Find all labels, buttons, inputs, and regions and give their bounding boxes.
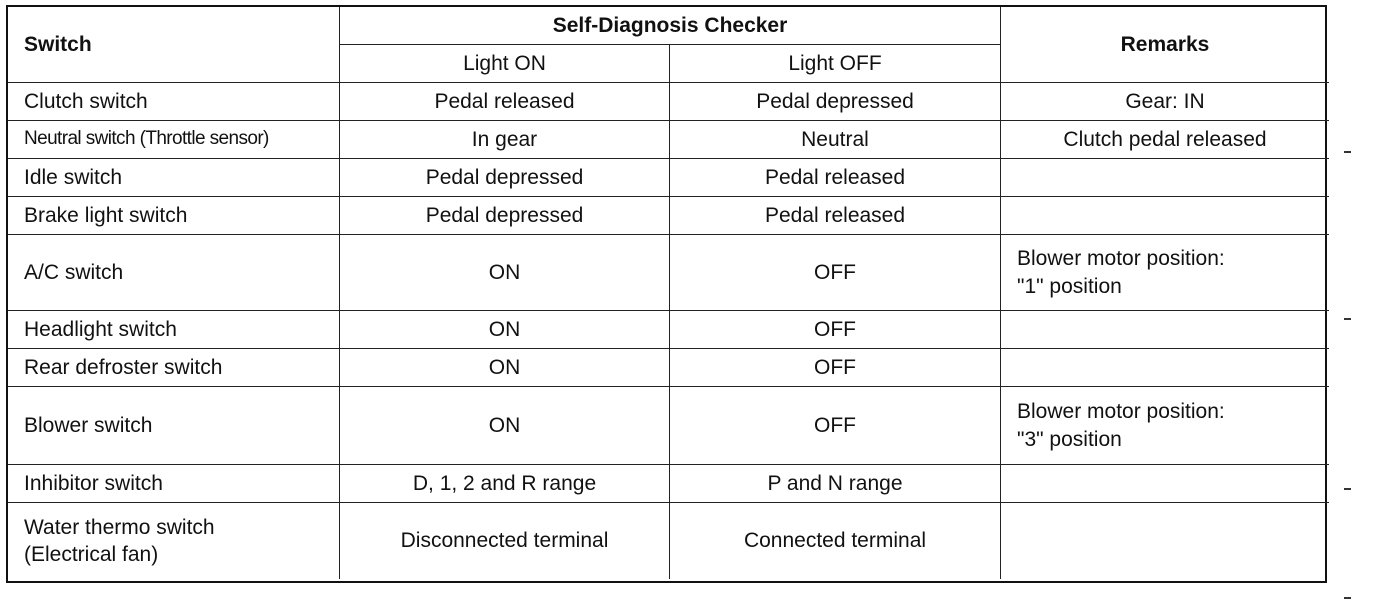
row-light-off: Connected terminal	[670, 503, 1001, 579]
row-remarks	[1001, 465, 1329, 503]
row-remarks	[1001, 503, 1329, 579]
margin-tick	[1344, 488, 1351, 490]
remark-line: "3" position	[1017, 427, 1122, 451]
row-switch-name: A/C switch	[8, 235, 340, 311]
header-light-off: Light OFF	[670, 45, 1001, 83]
switch-diagnosis-table	[6, 5, 1327, 583]
switch-name-line: Water thermo switch	[24, 515, 215, 539]
row-switch-name: Inhibitor switch	[8, 465, 340, 503]
margin-tick	[1344, 318, 1351, 320]
row-remarks	[1001, 387, 1329, 465]
header-switch: Switch	[8, 7, 340, 83]
row-remarks: Clutch pedal released	[1001, 121, 1329, 159]
row-switch-name: Blower switch	[8, 387, 340, 465]
remark-line: Blower motor position:	[1017, 247, 1225, 271]
row-light-on: Disconnected terminal	[340, 503, 670, 579]
row-switch-name: Clutch switch	[8, 83, 340, 121]
row-switch-name: Headlight switch	[8, 311, 340, 349]
row-switch-name: Neutral switch (Throttle sensor)	[8, 121, 340, 159]
row-switch-name	[8, 503, 340, 579]
row-switch-name: Idle switch	[8, 159, 340, 197]
row-light-off: OFF	[670, 349, 1001, 387]
row-light-off: Neutral	[670, 121, 1001, 159]
row-light-on: ON	[340, 387, 670, 465]
row-light-on: Pedal depressed	[340, 159, 670, 197]
row-light-on: In gear	[340, 121, 670, 159]
row-light-off: OFF	[670, 311, 1001, 349]
margin-tick	[1344, 151, 1351, 153]
row-remarks	[1001, 159, 1329, 197]
header-remarks: Remarks	[1001, 7, 1329, 83]
row-remarks	[1001, 349, 1329, 387]
row-light-on: Pedal depressed	[340, 197, 670, 235]
row-switch-name: Brake light switch	[8, 197, 340, 235]
row-remarks: Gear: IN	[1001, 83, 1329, 121]
row-remarks	[1001, 235, 1329, 311]
row-light-off: P and N range	[670, 465, 1001, 503]
remark-line: Blower motor position:	[1017, 400, 1225, 424]
row-light-off: Pedal depressed	[670, 83, 1001, 121]
margin-tick	[1344, 597, 1351, 599]
row-remarks	[1001, 197, 1329, 235]
row-light-on: ON	[340, 235, 670, 311]
row-switch-name: Rear defroster switch	[8, 349, 340, 387]
row-light-off: Pedal released	[670, 159, 1001, 197]
row-light-on: ON	[340, 349, 670, 387]
row-light-on: ON	[340, 311, 670, 349]
row-light-on: D, 1, 2 and R range	[340, 465, 670, 503]
row-remarks	[1001, 311, 1329, 349]
remark-line: "1" position	[1017, 274, 1122, 298]
row-light-on: Pedal released	[340, 83, 670, 121]
row-light-off: Pedal released	[670, 197, 1001, 235]
header-self-diagnosis-checker: Self-Diagnosis Checker	[340, 7, 1001, 45]
switch-name-line: (Electrical fan)	[24, 543, 159, 566]
row-light-off: OFF	[670, 235, 1001, 311]
row-light-off: OFF	[670, 387, 1001, 465]
header-light-on: Light ON	[340, 45, 670, 83]
